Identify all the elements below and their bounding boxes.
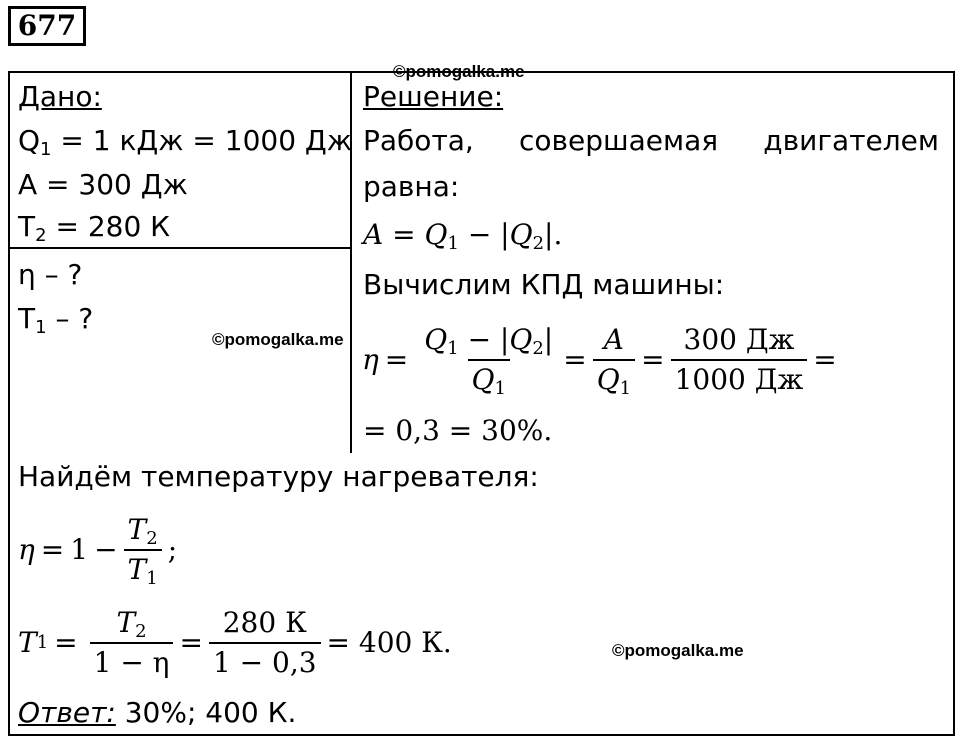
watermark-bottom: ©pomogalka.me [612,641,744,660]
fraction-t2-eta: $\frac{T_2}{1 - \eta}$ [90,606,174,680]
watermark-middle: ©pomogalka.me [212,330,344,349]
given-work: A = 300 Дж [18,168,188,201]
given-title: Дано: [18,80,102,113]
solution-title: Решение: [363,80,504,113]
solution-line-compute: Вычислим КПД машины: [363,268,725,301]
given-find-divider [8,247,351,249]
efficiency-result: = 0,3 = 30%. [363,414,553,447]
formula-t1: T 1 = $\frac{T_2}{1 - \eta}$ = $\frac{280 К}{1 - 0,3}$ = 400 К. [18,606,452,679]
solution-line-work: Работа, совершаемая двигателем [363,124,939,157]
fraction-values: $\frac{300 Дж}{1000 Дж}$ [671,323,808,397]
solution-line-equals: равна: [363,170,460,203]
heater-intro: Найдём температуру нагревателя: [18,460,539,493]
formula-efficiency-temperature: η = 1 − $\frac{T_2}{T_1}$ ; [18,513,178,589]
fraction-280: $\frac{280 К}{1 - 0,3}$ [209,606,321,680]
problem-number: 677 [8,6,86,46]
find-t1: $T_1$ – ? [18,302,94,338]
fraction-t2-t1: $\frac{T_2}{T_1}$ [124,513,162,587]
watermark-top: ©pomogalka.me [393,62,525,81]
fraction-a: $\frac{A}{Q_1}$ [593,323,635,397]
answer-label: Ответ: [18,696,116,729]
fraction-q: $\frac{Q_1 - |Q_2|}{Q_1}$ [424,323,554,399]
t1-result: = 400 К. [326,626,452,659]
formula-efficiency: η = $\frac{Q_1 - |Q_2|}{Q_1}$ = $\frac{A}{Q_1}$ = $\frac{300 Дж}{1000 Дж}$ = [362,323,837,399]
given-t2: $T_2 = 280$ К [18,210,171,246]
answer-line [18,696,296,730]
given-q1: $Q_1 = 1$ кДж = 1000 Дж [18,124,353,160]
answer-value: 30%; 400 К. [115,696,297,729]
formula-work: $A = Q_1 - |Q_2|$. [363,218,563,254]
find-efficiency: η – ? [18,258,83,291]
